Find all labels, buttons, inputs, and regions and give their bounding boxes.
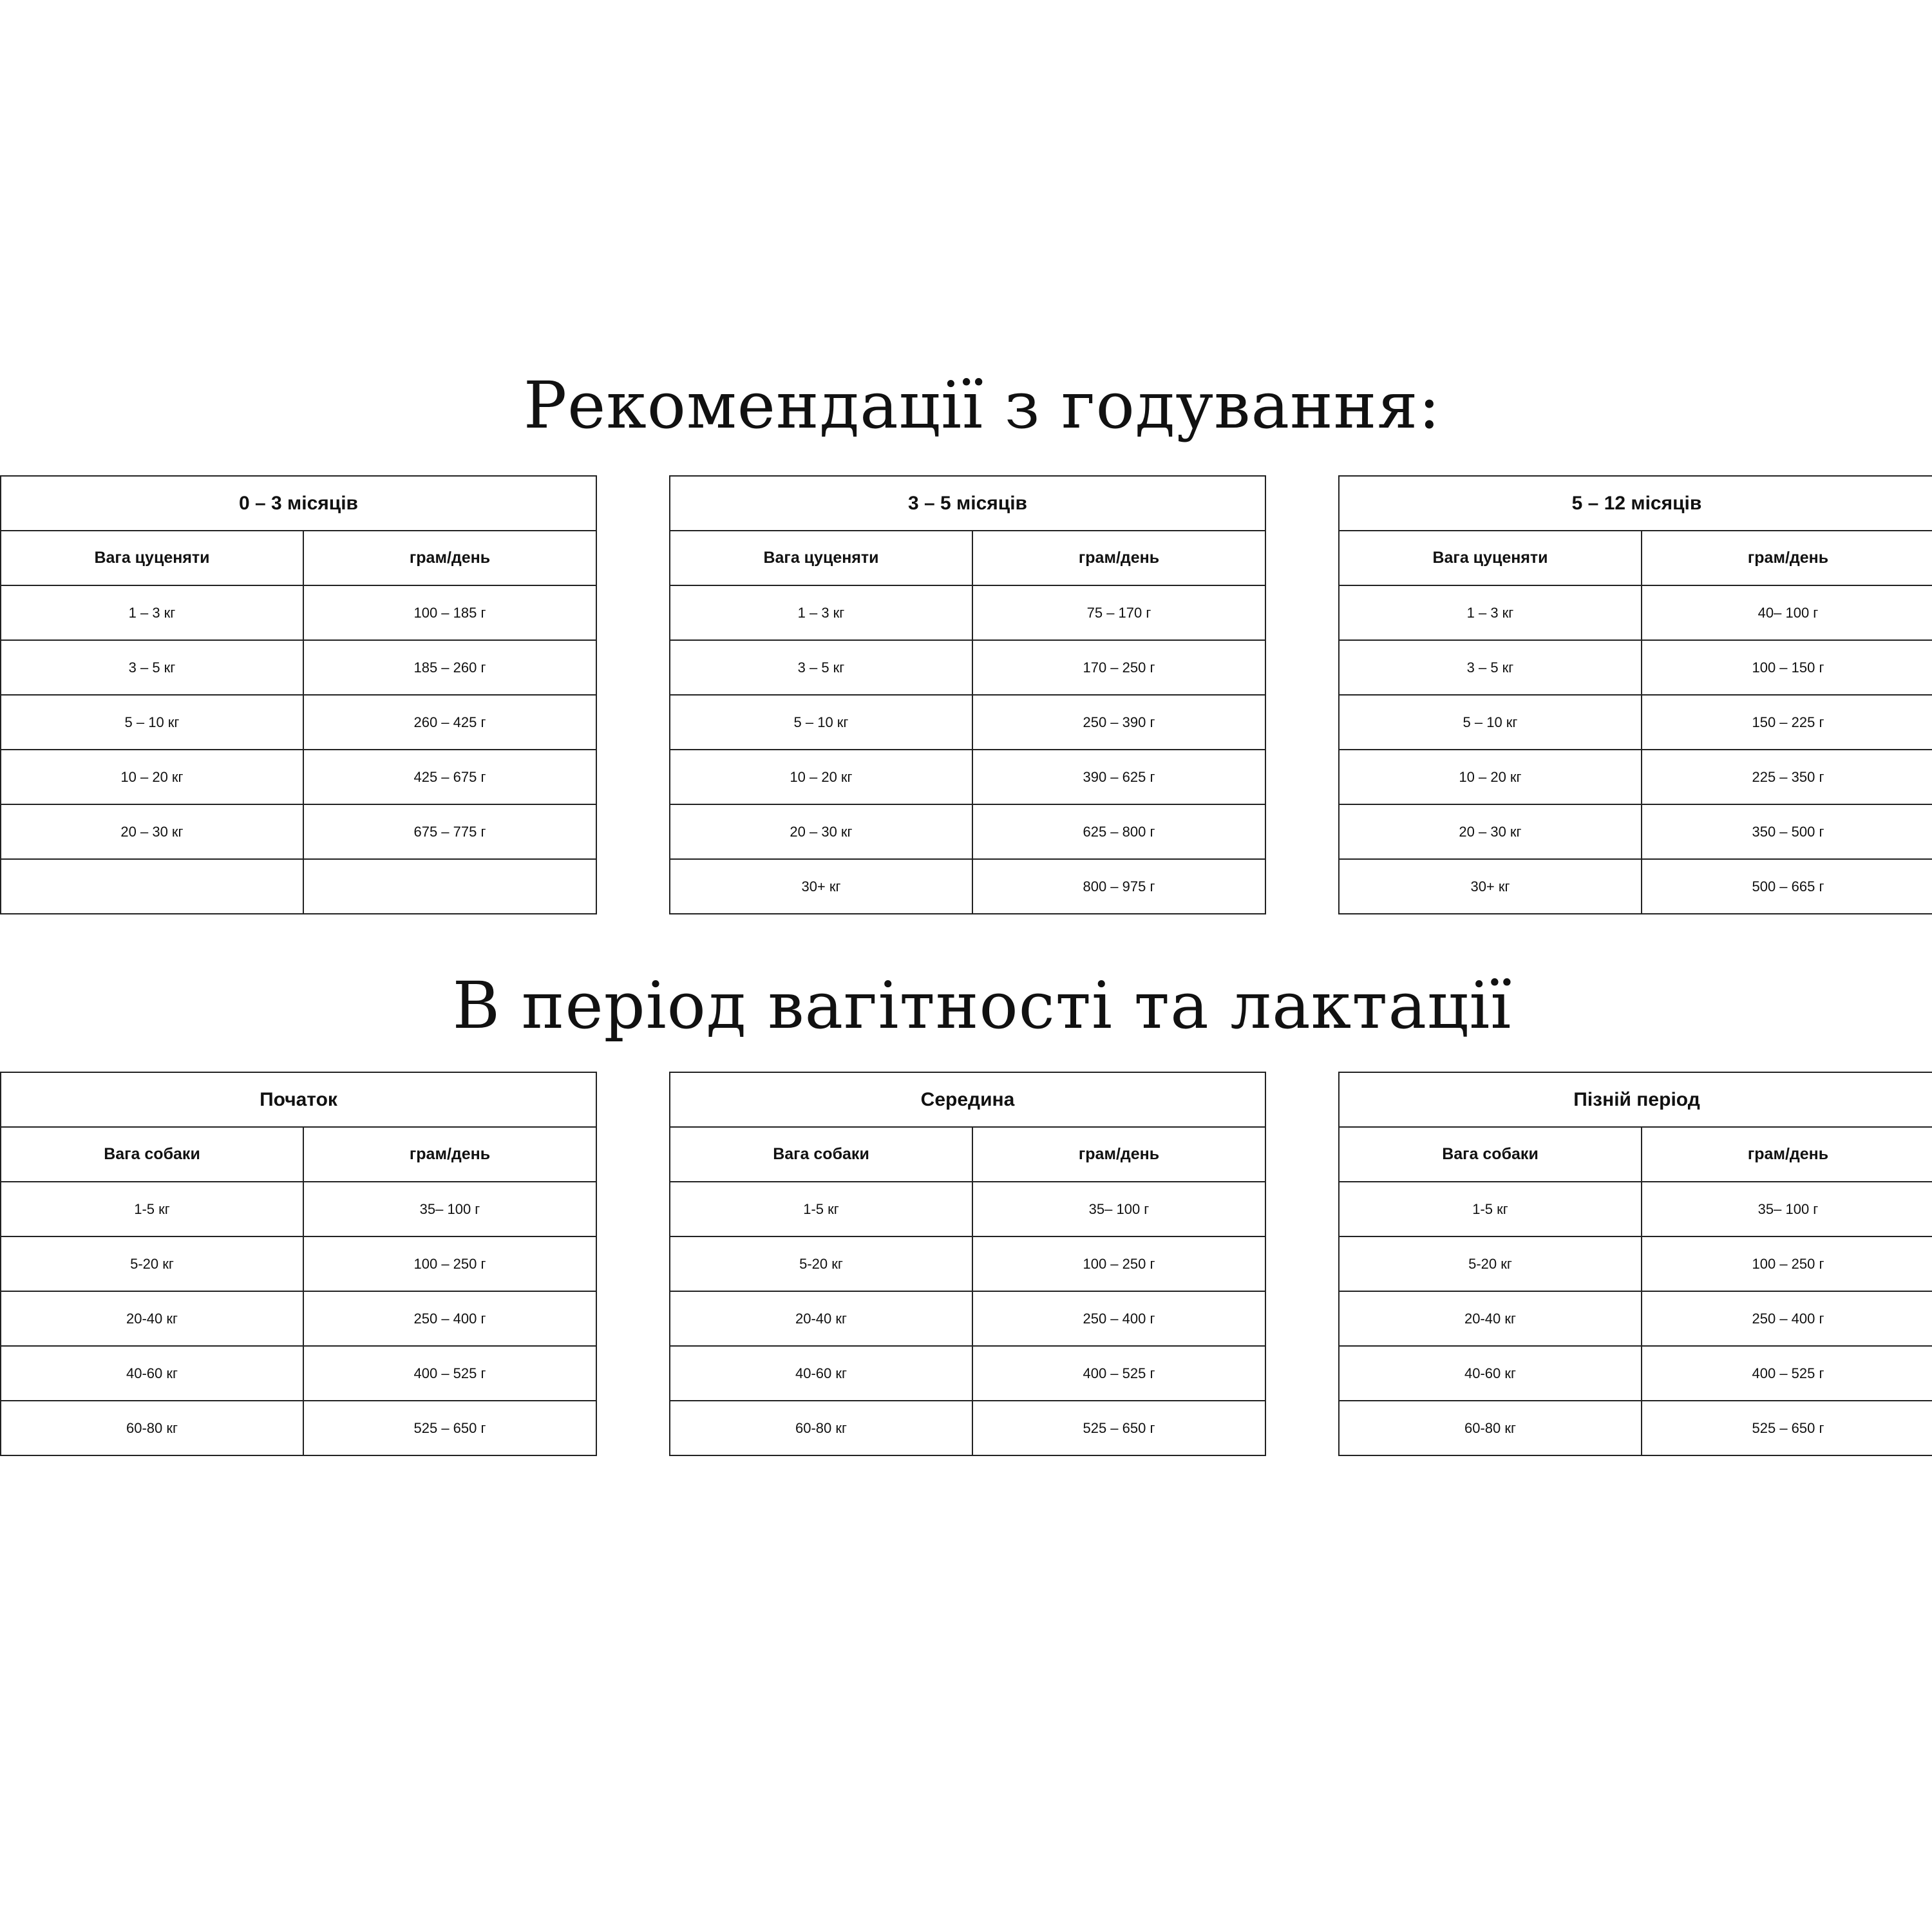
column-header-grams-per-day: грам/день	[1642, 531, 1932, 585]
table-title: 0 – 3 місяців	[1, 476, 596, 531]
table-header-row	[1, 531, 596, 585]
table-row	[670, 695, 1265, 750]
weight-cell: 20 – 30 кг	[1339, 804, 1642, 859]
weight-cell: 20-40 кг	[1, 1291, 303, 1346]
table-row	[1, 695, 596, 750]
table-title-row	[670, 1072, 1265, 1127]
weight-cell: 20-40 кг	[670, 1291, 972, 1346]
grams-per-day-cell: 260 – 425 г	[303, 695, 596, 750]
table-row	[1, 804, 596, 859]
table-header-row	[1339, 531, 1932, 585]
weight-cell: 1 – 3 кг	[670, 585, 972, 640]
table-row	[670, 1346, 1265, 1401]
table-title-row	[1339, 1072, 1932, 1127]
grams-per-day-cell: 100 – 250 г	[972, 1236, 1265, 1291]
weight-cell: 1 – 3 кг	[1339, 585, 1642, 640]
puppy-table-5-12-months	[1338, 475, 1932, 914]
table-title: Середина	[670, 1072, 1265, 1127]
pregnancy-table-start	[0, 1072, 597, 1456]
table-row	[1339, 1401, 1932, 1455]
table-title: 5 – 12 місяців	[1339, 476, 1932, 531]
grams-per-day-cell: 525 – 650 г	[972, 1401, 1265, 1455]
table-row	[1, 1236, 596, 1291]
table-row	[670, 1291, 1265, 1346]
table-header-row	[670, 1127, 1265, 1182]
grams-per-day-cell: 100 – 185 г	[303, 585, 596, 640]
grams-per-day-cell: 225 – 350 г	[1642, 750, 1932, 804]
table-row	[1, 1401, 596, 1455]
grams-per-day-cell: 100 – 150 г	[1642, 640, 1932, 695]
grams-per-day-cell: 250 – 400 г	[972, 1291, 1265, 1346]
weight-cell: 3 – 5 кг	[1, 640, 303, 695]
table-row	[670, 640, 1265, 695]
table-row	[1, 1291, 596, 1346]
grams-per-day-cell: 40– 100 г	[1642, 585, 1932, 640]
grams-per-day-cell: 800 – 975 г	[972, 859, 1265, 914]
weight-cell: 30+ кг	[670, 859, 972, 914]
weight-cell: 40-60 кг	[1, 1346, 303, 1401]
table-title-row	[670, 476, 1265, 531]
weight-cell: 30+ кг	[1339, 859, 1642, 914]
weight-cell	[1, 859, 303, 914]
table-row	[1, 640, 596, 695]
grams-per-day-cell: 100 – 250 г	[303, 1236, 596, 1291]
grams-per-day-cell: 675 – 775 г	[303, 804, 596, 859]
grams-per-day-cell: 625 – 800 г	[972, 804, 1265, 859]
table-row	[1339, 1291, 1932, 1346]
grams-per-day-cell	[303, 859, 596, 914]
puppy-table-3-5-months	[669, 475, 1266, 914]
weight-cell: 10 – 20 кг	[1, 750, 303, 804]
table-title-row	[1, 1072, 596, 1127]
grams-per-day-cell: 390 – 625 г	[972, 750, 1265, 804]
table-row	[1339, 1346, 1932, 1401]
table-row	[1339, 585, 1932, 640]
weight-cell: 5 – 10 кг	[1, 695, 303, 750]
grams-per-day-cell: 35– 100 г	[303, 1182, 596, 1236]
grams-per-day-cell: 100 – 250 г	[1642, 1236, 1932, 1291]
table-title: Початок	[1, 1072, 596, 1127]
column-header-weight: Вага цуценяти	[1, 531, 303, 585]
grams-per-day-cell: 250 – 400 г	[1642, 1291, 1932, 1346]
weight-cell: 3 – 5 кг	[1339, 640, 1642, 695]
table-row	[1, 1346, 596, 1401]
pregnancy-table-middle	[669, 1072, 1266, 1456]
column-header-weight: Вага собаки	[1339, 1127, 1642, 1182]
table-row	[1339, 750, 1932, 804]
weight-cell: 5-20 кг	[1, 1236, 303, 1291]
weight-cell: 5 – 10 кг	[670, 695, 972, 750]
grams-per-day-cell: 525 – 650 г	[303, 1401, 596, 1455]
grams-per-day-cell: 500 – 665 г	[1642, 859, 1932, 914]
table-row	[670, 1182, 1265, 1236]
column-header-weight: Вага цуценяти	[1339, 531, 1642, 585]
weight-cell: 20 – 30 кг	[1, 804, 303, 859]
weight-cell: 10 – 20 кг	[670, 750, 972, 804]
column-header-grams-per-day: грам/день	[972, 531, 1265, 585]
table-title: Пізній період	[1339, 1072, 1932, 1127]
weight-cell: 3 – 5 кг	[670, 640, 972, 695]
grams-per-day-cell: 425 – 675 г	[303, 750, 596, 804]
table-row	[1339, 804, 1932, 859]
weight-cell: 1-5 кг	[1, 1182, 303, 1236]
weight-cell: 60-80 кг	[1339, 1401, 1642, 1455]
grams-per-day-cell: 35– 100 г	[1642, 1182, 1932, 1236]
table-title-row	[1339, 476, 1932, 531]
table-row	[1, 859, 596, 914]
grams-per-day-cell: 185 – 260 г	[303, 640, 596, 695]
table-row	[1, 1182, 596, 1236]
grams-per-day-cell: 170 – 250 г	[972, 640, 1265, 695]
table-row	[670, 1401, 1265, 1455]
pregnancy-lactation-heading: В період вагітності та лактації	[452, 968, 1512, 1043]
table-row	[1339, 640, 1932, 695]
weight-cell: 5-20 кг	[1339, 1236, 1642, 1291]
pregnancy-table-late	[1338, 1072, 1932, 1456]
table-row	[670, 804, 1265, 859]
column-header-weight: Вага собаки	[670, 1127, 972, 1182]
grams-per-day-cell: 350 – 500 г	[1642, 804, 1932, 859]
puppy-table-0-3-months	[0, 475, 597, 914]
grams-per-day-cell: 250 – 390 г	[972, 695, 1265, 750]
weight-cell: 1-5 кг	[670, 1182, 972, 1236]
table-row	[670, 1236, 1265, 1291]
weight-cell: 5 – 10 кг	[1339, 695, 1642, 750]
table-row	[1, 585, 596, 640]
column-header-weight: Вага собаки	[1, 1127, 303, 1182]
grams-per-day-cell: 35– 100 г	[972, 1182, 1265, 1236]
weight-cell: 20-40 кг	[1339, 1291, 1642, 1346]
weight-cell: 40-60 кг	[670, 1346, 972, 1401]
table-row	[670, 859, 1265, 914]
table-row	[1339, 1236, 1932, 1291]
weight-cell: 10 – 20 кг	[1339, 750, 1642, 804]
table-row	[670, 585, 1265, 640]
column-header-grams-per-day: грам/день	[303, 531, 596, 585]
table-header-row	[670, 531, 1265, 585]
grams-per-day-cell: 400 – 525 г	[303, 1346, 596, 1401]
weight-cell: 40-60 кг	[1339, 1346, 1642, 1401]
weight-cell: 1-5 кг	[1339, 1182, 1642, 1236]
weight-cell: 20 – 30 кг	[670, 804, 972, 859]
grams-per-day-cell: 400 – 525 г	[1642, 1346, 1932, 1401]
table-row	[1339, 859, 1932, 914]
weight-cell: 60-80 кг	[1, 1401, 303, 1455]
table-row	[670, 750, 1265, 804]
grams-per-day-cell: 250 – 400 г	[303, 1291, 596, 1346]
weight-cell: 60-80 кг	[670, 1401, 972, 1455]
column-header-weight: Вага цуценяти	[670, 531, 972, 585]
column-header-grams-per-day: грам/день	[303, 1127, 596, 1182]
column-header-grams-per-day: грам/день	[972, 1127, 1265, 1182]
table-row	[1339, 1182, 1932, 1236]
grams-per-day-cell: 150 – 225 г	[1642, 695, 1932, 750]
table-row	[1, 750, 596, 804]
weight-cell: 1 – 3 кг	[1, 585, 303, 640]
grams-per-day-cell: 525 – 650 г	[1642, 1401, 1932, 1455]
table-title: 3 – 5 місяців	[670, 476, 1265, 531]
table-row	[1339, 695, 1932, 750]
table-header-row	[1, 1127, 596, 1182]
grams-per-day-cell: 400 – 525 г	[972, 1346, 1265, 1401]
table-header-row	[1339, 1127, 1932, 1182]
feeding-recommendations-heading: Рекомендації з годування:	[523, 368, 1441, 443]
column-header-grams-per-day: грам/день	[1642, 1127, 1932, 1182]
weight-cell: 5-20 кг	[670, 1236, 972, 1291]
grams-per-day-cell: 75 – 170 г	[972, 585, 1265, 640]
table-title-row	[1, 476, 596, 531]
